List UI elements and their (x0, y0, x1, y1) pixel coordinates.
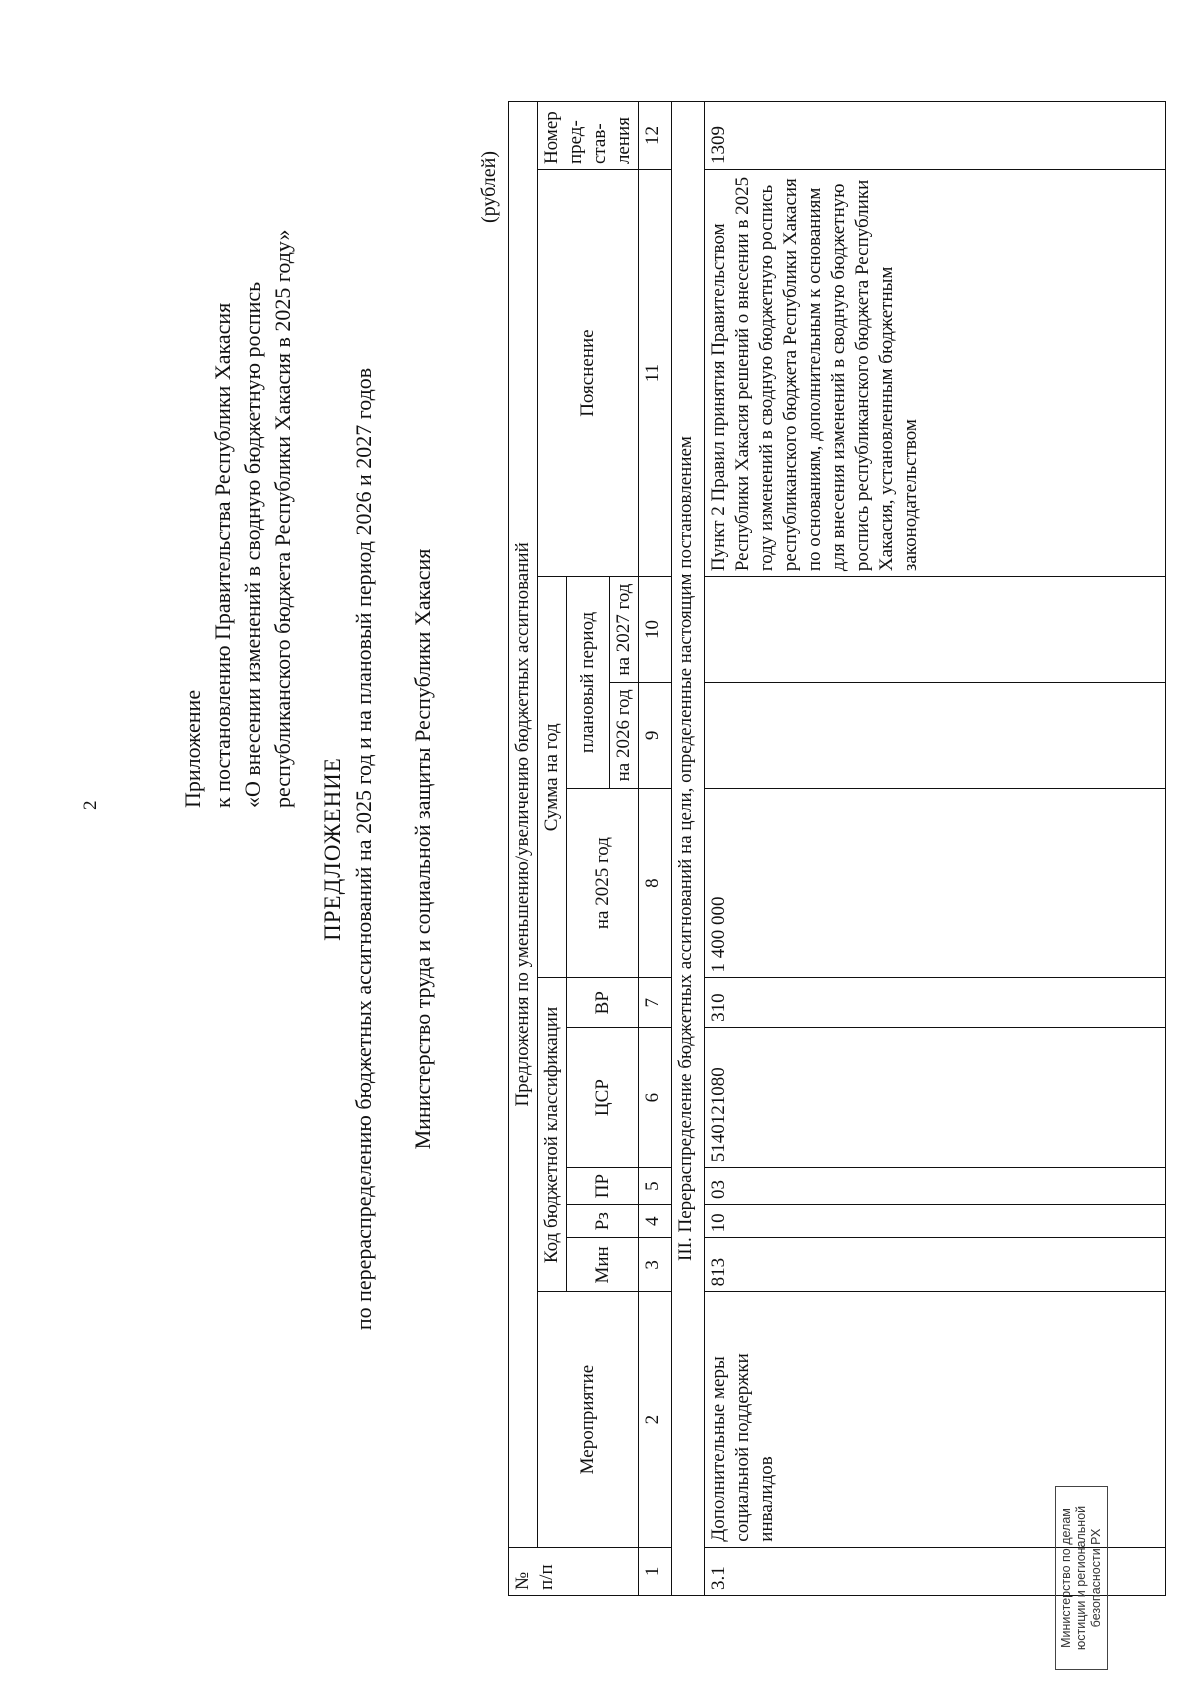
column-number: 12 (639, 102, 672, 170)
row-num: 3.1 (705, 1547, 1166, 1595)
column-number: 7 (639, 978, 672, 1027)
appendix-header (178, 230, 298, 808)
registration-stamp: Министерство по делам юстиции и региональной безопасности РХ (1055, 1486, 1108, 1670)
row-sum-2026 (705, 682, 1166, 788)
header-proposals: Предложения по уменьшению/увеличению бюджетных ассигнований (509, 102, 538, 1548)
row-explanation: Пункт 2 Правил принятия Правительством Республики Хакасия решений о внесении в 2025 году изменений в сводную бюджетную роспись республиканского бюджета Республики Хакасия по основаниям, дополнительным к основаниям для внесения изменений в сводную бюджетную роспись республиканского бюджета Республики Хакасия, установленным бюджетным законодательством (705, 170, 1166, 577)
header-min: Мин (567, 1238, 639, 1292)
appendix-line: к постановлению Правительства Республики Хакасия (210, 302, 235, 808)
header-2025: на 2025 год (567, 788, 639, 978)
header-kbk: Код бюджетной классификации (538, 978, 567, 1292)
header-rz: Рз (567, 1205, 639, 1238)
appendix-line: республиканского бюджета Республики Хакасия в 2025 году» (270, 229, 295, 808)
row-rz: 10 (705, 1205, 1166, 1238)
header-sum: Сумма на год (538, 577, 567, 978)
row-csr: 5140121080 (705, 1027, 1166, 1167)
units-label: (рублей) (478, 150, 500, 223)
column-number: 3 (639, 1238, 672, 1292)
header-row (509, 102, 538, 1596)
header-vr: ВР (567, 978, 639, 1027)
ministry-name: Министерство труда и социальной защиты Республики Хакасия (410, 548, 435, 1150)
page-number: 2 (80, 800, 101, 810)
row-min: 813 (705, 1238, 1166, 1292)
row-event: Дополнительные меры социальной поддержки инвалидов (705, 1292, 1166, 1547)
header-2026: на 2026 год (610, 682, 639, 788)
document-title: ПРЕДЛОЖЕНИЕ (320, 757, 345, 941)
column-number: 6 (639, 1027, 672, 1167)
column-number: 4 (639, 1205, 672, 1238)
column-number: 10 (639, 577, 672, 683)
header-csr: ЦСР (567, 1027, 639, 1167)
section-title: III. Перераспределение бюджетных ассигнований на цели, определенные настоящим постановлением (672, 102, 705, 1596)
column-number: 2 (639, 1292, 672, 1547)
row-sum-2025: 1 400 000 (705, 788, 1166, 978)
section-row (672, 102, 705, 1596)
row-rep-number: 1309 (705, 102, 1166, 170)
row-pr: 03 (705, 1168, 1166, 1205)
header-planned: плановый период (567, 577, 610, 789)
header-row (538, 102, 567, 1596)
appendix-line: «О внесении изменений в сводную бюджетную роспись (240, 281, 265, 808)
header-2027: на 2027 год (610, 577, 639, 683)
header-event: Мероприятие (538, 1292, 639, 1547)
column-number: 8 (639, 788, 672, 978)
document-subtitle: по перераспределению бюджетных ассигнований на 2025 год и на плановый период 2026 и 2027 годов (351, 367, 376, 1331)
column-number-row (639, 102, 672, 1596)
column-number: 1 (639, 1547, 672, 1595)
column-number: 5 (639, 1168, 672, 1205)
header-explanation: Пояснение (538, 170, 639, 577)
appendix-line: Приложение (180, 689, 205, 808)
column-number: 11 (639, 170, 672, 577)
proposal-table (508, 101, 1166, 1596)
header-pr: ПР (567, 1168, 639, 1205)
row-vr: 310 (705, 978, 1166, 1027)
header-num: № п/п (509, 1547, 639, 1595)
column-number: 9 (639, 682, 672, 788)
row-sum-2027 (705, 577, 1166, 683)
header-rep-number: Номер пред-став-ления (538, 102, 639, 170)
table-row (705, 102, 1166, 1596)
